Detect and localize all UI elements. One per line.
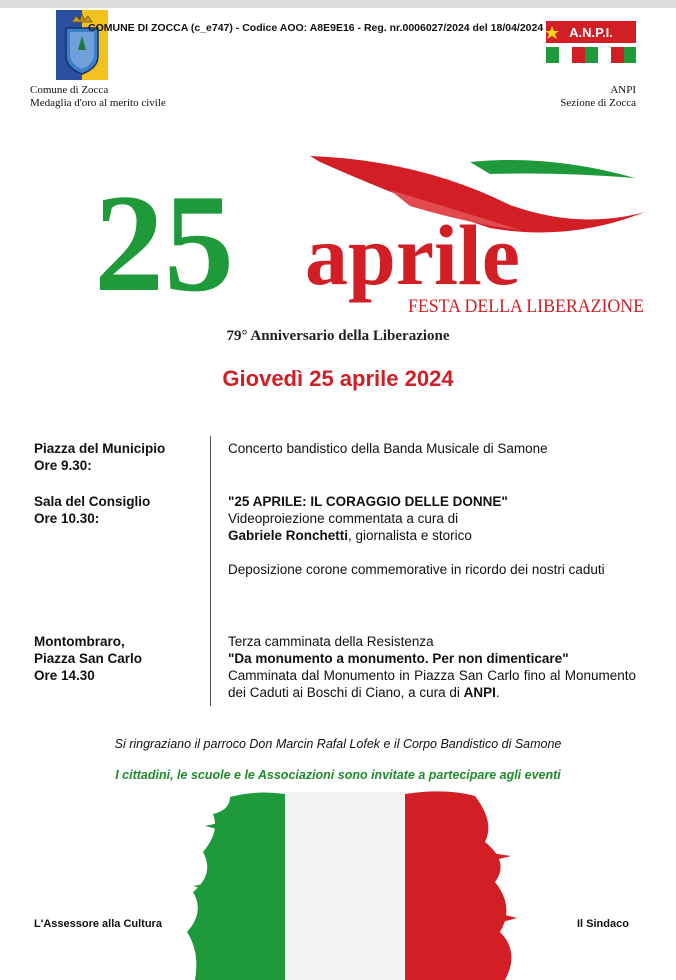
program-place-2 — [34, 493, 150, 527]
desc-text: Deposizione corone commemorative in ricordo dei nostri caduti — [228, 562, 605, 577]
route-end: . — [495, 685, 500, 700]
top-edge — [0, 0, 676, 8]
place-square: Piazza San Carlo — [34, 651, 143, 666]
invite-note: I cittadini, le scuole e le Associazioni sono invitate a partecipare agli eventi — [115, 768, 561, 782]
program-desc-2 — [228, 493, 636, 578]
place-time: Ore 9.30: — [34, 458, 92, 473]
comune-crest-icon — [56, 10, 108, 80]
sindaco-signature: Il Sindaco — [577, 918, 629, 930]
place-name: Piazza del Municipio — [34, 441, 166, 456]
italian-flag — [175, 782, 535, 980]
author-name: Gabriele Ronchetti — [228, 528, 349, 543]
program-place-1 — [34, 440, 165, 474]
place-name: Montombraro, — [34, 634, 125, 649]
desc-title: "Da monumento a monumento. Per non dimenticare" — [228, 651, 569, 666]
desc-text: Terza camminata della Resistenza — [228, 634, 434, 649]
program-divider — [210, 436, 211, 706]
route-organizer: ANPI — [463, 685, 496, 700]
comune-medal: Medaglia d'oro al merito civile — [30, 97, 166, 109]
banner-number: 25 — [94, 166, 234, 321]
desc-title: "25 APRILE: IL CORAGGIO DELLE DONNE" — [228, 494, 508, 509]
banner-subtitle: FESTA DELLA LIBERAZIONE — [408, 296, 644, 317]
assessore-signature: L'Assessore alla Cultura — [34, 918, 162, 930]
program-place-3 — [34, 633, 142, 684]
protocol-stamp: COMUNE DI ZOCCA (c_e747) - Codice AOO: A8E9E16 - Reg. nr.0006027/2024 del 18/04/2024 — [88, 22, 544, 34]
thanks-note: Si ringraziano il parroco Don Marcin Rafal Lofek e il Corpo Bandistico di Samone — [114, 737, 562, 751]
place-time: Ore 10.30: — [34, 511, 100, 526]
program-desc-1 — [228, 440, 636, 457]
desc-author — [228, 527, 636, 544]
anpi-logo-text: A.N.P.I. — [569, 25, 613, 40]
banner-word: aprile — [305, 207, 520, 303]
place-name: Sala del Consiglio — [34, 494, 151, 509]
desc-text: Videoproiezione commentata a cura di — [228, 511, 459, 526]
comune-name: Comune di Zocca — [30, 84, 109, 96]
comune-label — [30, 84, 166, 110]
desc-route — [228, 667, 636, 701]
anpi-label — [560, 84, 636, 110]
anniversary-title: 79° Anniversario della Liberazione — [226, 328, 450, 344]
route-text: Camminata dal Monumento in Piazza San Carlo fino al Monumento dei Caduti ai Boschi di Ciano, a cura di — [228, 668, 636, 700]
anpi-name: ANPI — [610, 84, 636, 96]
event-date: Giovedì 25 aprile 2024 — [222, 366, 454, 391]
author-role: , giornalista e storico — [348, 528, 472, 543]
place-time: Ore 14.30 — [34, 668, 95, 683]
anpi-section: Sezione di Zocca — [560, 97, 636, 109]
anpi-logo — [546, 21, 636, 67]
festa-banner — [90, 150, 650, 325]
program-desc-3 — [228, 633, 636, 701]
desc-text: Concerto bandistico della Banda Musicale di Samone — [228, 441, 548, 456]
